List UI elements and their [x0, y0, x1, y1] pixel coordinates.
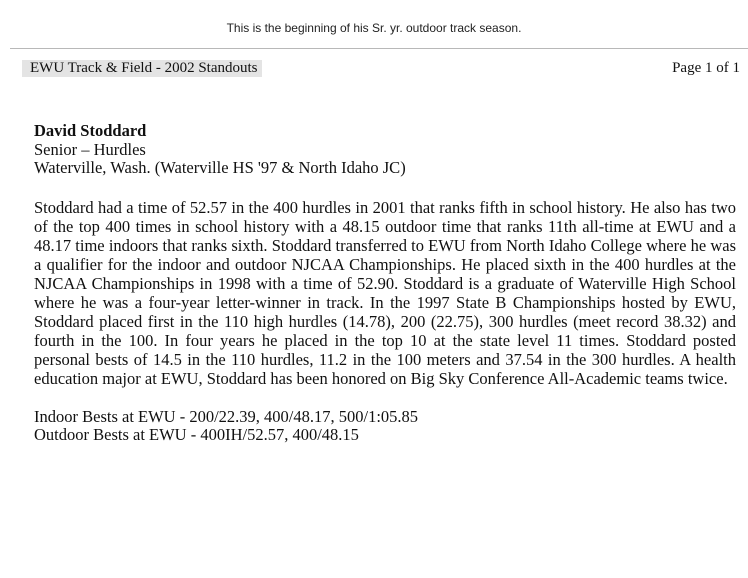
athlete-class-event: Senior – Hurdles: [34, 139, 146, 159]
handwritten-caption: This is the beginning of his Sr. yr. outdoor track season.: [226, 21, 522, 35]
athlete-name: David Stoddard: [34, 121, 147, 140]
athlete-bio: Stoddard had a time of 52.57 in the 400 hurdles in 2001 that ranks fifth in school history. He also has two of the top 400 times in school history with a 48.15 outdoor time that ranks 11th all-time at EWU and a 48.17 time indoors that ranks sixth. Stoddard transferred to EWU from North Idaho College where he was a qualifier for the indoor and outdoor NJCAA Championships. He placed sixth in the 400 hurdles at the NJCAA Championships in 1998 with a time of 52.90. Stoddard is a graduate of Waterville High School where he was a four-year letter-winner in track. In the 1997 State B Championships hosted by EWU, Stoddard placed first in the 110 high hurdles (14.78), 200 (22.75), 300 hurdles (meet record 38.32) and fourth in the 100. In four years he placed in the top 10 at the state level 11 times. Stoddard posted personal bests of 14.5 in the 110 hurdles, 11.2 in the 100 meters and 37.54 in the 300 hurdles. A health education major at EWU, Stoddard has been honored on Big Sky Conference All-Academic teams twice.: [34, 197, 736, 388]
outdoor-bests: Outdoor Bests at EWU - 400IH/52.57, 400/48.15: [34, 425, 359, 444]
page-number: Page 1 of 1: [672, 60, 740, 76]
athlete-profile: [34, 122, 736, 445]
document-title: EWU Track & Field - 2002 Standouts: [22, 60, 262, 77]
header-divider: [10, 48, 748, 49]
athlete-hometown: Waterville, Wash. (Waterville HS '97 & North Idaho JC): [34, 158, 406, 177]
document-header: [22, 60, 740, 82]
indoor-bests: Indoor Bests at EWU - 200/22.39, 400/48.17, 500/1:05.85: [34, 406, 419, 426]
personal-bests: [34, 408, 736, 445]
